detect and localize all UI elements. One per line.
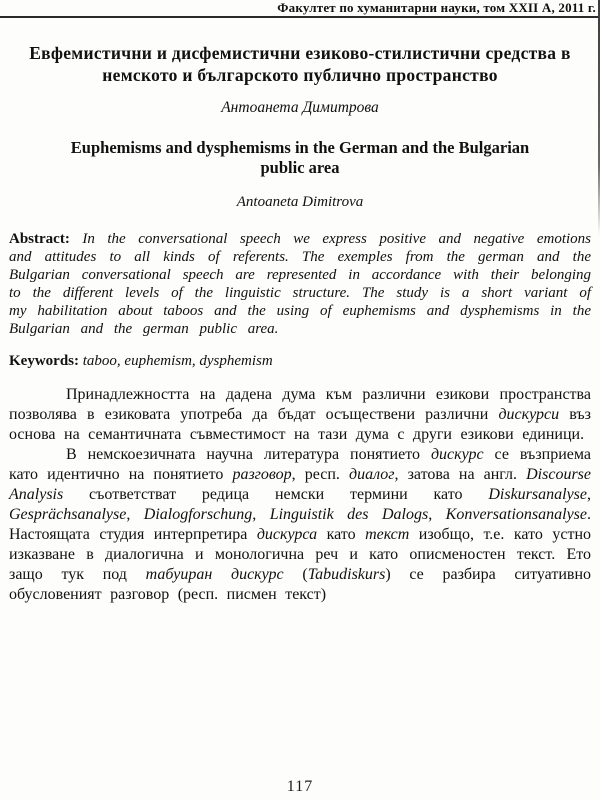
keywords-line	[9, 353, 591, 370]
author-name-english: Antoaneta Dimitrova	[236, 194, 364, 210]
keywords-label: Keywords:	[9, 353, 79, 369]
author-name-bulgarian: Антоанета Димитрова	[221, 99, 379, 116]
header-rule	[0, 16, 600, 18]
journal-header: Факултет по хуманитарни науки, том XXII А, 2011 г.	[277, 0, 596, 15]
page-content	[0, 43, 600, 605]
abstract-label: Abstract:	[9, 231, 70, 247]
paragraph: В немскоезичната научна литература понятието дискурс се възприема като идентично на понятието разговор, респ. диалог, затова на англ. Discourse Analysis съответстват редица немски термини като Diskursanalyse, Gesprächsanalyse, Dialogforschung, Linguistik des Dalogs, Konversationsanalyse. Настоящата студия интерпретира дискурса като текст изобщо, т.е. като устно изказване в диалогична и монологична реч и като описменостен текст. Ето защо тук под табуиран дискурс (Tabudiskurs) се разбира ситуативно обусловеният разговор (респ. писмен текст)	[9, 446, 592, 603]
article-title-bulgarian: Евфемистични и дисфемистични езиково-стилистични средства в немското и българското публично пространство	[29, 43, 571, 85]
abstract-text: In the conversational speech we express positive and negative emotions and attitudes to all kinds of referents. The exemples from the german and the Bulgarian conversational speech are represented in accordance with their belonging to the different levels of the linguistic structure. The study is a short variant of my habilitation about taboos and the using of euphemisms and dysphemisms in the Bulgarian and the german public area.	[9, 231, 592, 337]
keywords-text: taboo, euphemism, dysphemism	[82, 353, 273, 369]
body-text	[9, 385, 591, 605]
page-number: 117	[286, 778, 314, 795]
article-title-english: Euphemisms and dysphemisms in the German and the Bulgarian public area	[70, 138, 530, 177]
paragraph: Принадлежността на дадена дума към различни езикови пространства позволява в езиковата употреба да бъдат осъществени различни дискурси въз основа на семантичната съвместимост на тази дума с други езикови единици.	[9, 386, 592, 443]
abstract-paragraph	[9, 230, 591, 338]
